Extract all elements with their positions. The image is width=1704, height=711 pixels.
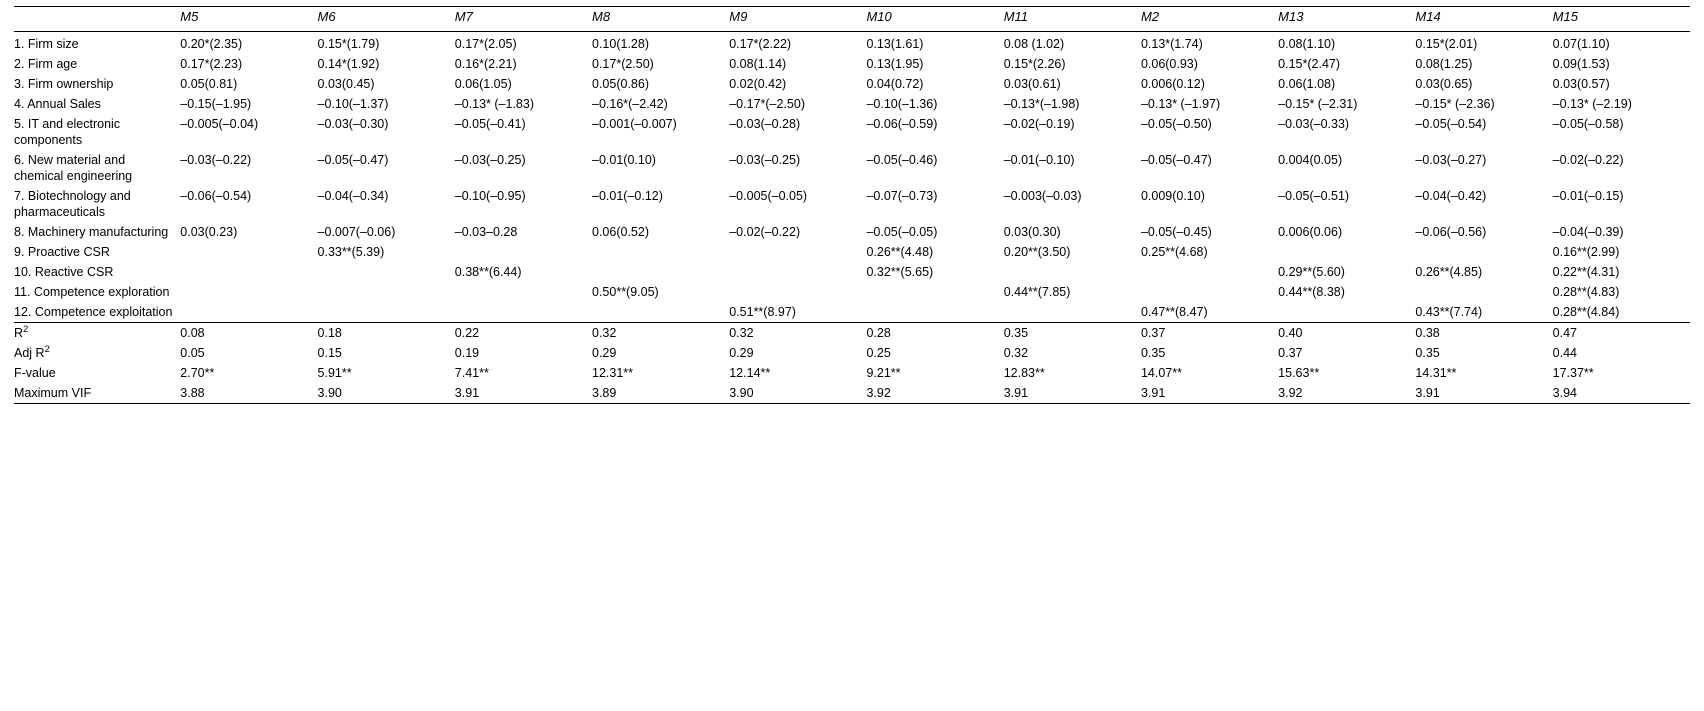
cell-proactive-csr-m2: 0.25**(4.68) (1140, 244, 1208, 259)
cell-reactive-csr-m6 (318, 262, 455, 282)
cell-firm-ownership-m6: 0.03(0.45) (317, 76, 375, 91)
cell-machinery-m13: 0.006(0.06) (1278, 224, 1343, 239)
cell-vif-m10: 3.92 (866, 383, 1003, 404)
cell-firm-size-m11: 0.08 (1.02) (1003, 36, 1065, 51)
cell-it-m10: –0.06(–0.59) (866, 116, 938, 131)
row-label-annual-sales: 4. Annual Sales (14, 96, 101, 111)
cell-firm-ownership-m11: 0.03(0.61) (1003, 76, 1061, 91)
table-row (14, 302, 1690, 323)
column-header-rowlabel (14, 7, 180, 32)
cell-r2-m6: 0.18 (318, 322, 455, 343)
row-label-proactive-csr: 9. Proactive CSR (14, 244, 110, 259)
cell-firm-ownership-m5: 0.05(0.81) (180, 76, 238, 91)
table-row (14, 74, 1690, 94)
cell-reactive-csr-m2 (1141, 262, 1278, 282)
cell-adjr2-m15: 0.44 (1552, 345, 1577, 360)
cell-biotech-m6: –0.04(–0.34) (317, 188, 389, 203)
cell-proactive-csr-m15: 0.16**(2.99) (1552, 244, 1620, 259)
cell-exploitation-m9: 0.51**(8.97) (729, 304, 796, 319)
cell-vif-m9: 3.90 (729, 383, 866, 404)
row-label-competence-exploitation: 12. Competence exploitation (14, 304, 173, 319)
cell-exploration-m7 (455, 282, 592, 302)
cell-vif-m14: 3.91 (1415, 383, 1552, 404)
cell-proactive-csr-m8 (592, 242, 729, 262)
cell-biotech-m2: 0.009(0.10) (1140, 188, 1205, 203)
table-row (14, 282, 1690, 302)
cell-annual-sales-m13: –0.15* (–2.31) (1278, 96, 1358, 111)
cell-newmat-m9: –0.03(–0.25) (729, 152, 801, 167)
cell-newmat-m14: –0.03(–0.27) (1415, 152, 1487, 167)
cell-annual-sales-m10: –0.10(–1.36) (866, 96, 938, 111)
row-label-new-material-chemical-engineering: 6. New material and chemical engineering (14, 152, 133, 183)
cell-firm-age-m14: 0.08(1.25) (1415, 56, 1473, 71)
cell-annual-sales-m14: –0.15* (–2.36) (1415, 96, 1495, 111)
cell-annual-sales-m15: –0.13* (–2.19) (1552, 96, 1632, 111)
column-header-m8: M8 (592, 7, 729, 32)
cell-annual-sales-m5: –0.15(–1.95) (180, 96, 252, 111)
cell-adjr2-m8: 0.29 (592, 345, 617, 360)
cell-it-m6: –0.03(–0.30) (317, 116, 389, 131)
cell-proactive-csr-m13 (1278, 242, 1415, 262)
cell-machinery-m7: –0.03–0.28 (454, 224, 518, 239)
table-row (14, 242, 1690, 262)
row-label-reactive-csr: 10. Reactive CSR (14, 264, 114, 279)
cell-it-m2: –0.05(–0.50) (1140, 116, 1212, 131)
cell-reactive-csr-m7: 0.38**(6.44) (454, 264, 522, 279)
cell-proactive-csr-m6: 0.33**(5.39) (317, 244, 385, 259)
cell-machinery-m11: 0.03(0.30) (1003, 224, 1061, 239)
cell-it-m7: –0.05(–0.41) (454, 116, 526, 131)
cell-exploration-m15: 0.28**(4.83) (1552, 284, 1620, 299)
column-header-m2: M2 (1141, 7, 1278, 32)
column-header-m10: M10 (866, 7, 1003, 32)
cell-r2-m14: 0.38 (1415, 322, 1552, 343)
cell-reactive-csr-m13: 0.29**(5.60) (1278, 264, 1345, 279)
cell-annual-sales-m7: –0.13* (–1.83) (454, 96, 534, 111)
cell-firm-size-m5: 0.20*(2.35) (180, 36, 243, 51)
cell-vif-m11: 3.91 (1004, 383, 1141, 404)
row-label-it-electronic-components: 5. IT and electronic components (14, 116, 121, 147)
cell-firm-age-m2: 0.06(0.93) (1140, 56, 1198, 71)
cell-machinery-m2: –0.05(–0.45) (1140, 224, 1212, 239)
cell-adjr2-m2: 0.35 (1140, 345, 1166, 360)
cell-firm-size-m7: 0.17*(2.05) (454, 36, 517, 51)
cell-reactive-csr-m8 (592, 262, 729, 282)
cell-firm-size-m10: 0.13(1.61) (866, 36, 924, 51)
table-header-row (14, 7, 1690, 32)
cell-proactive-csr-m9 (729, 242, 866, 262)
column-header-m9: M9 (729, 7, 866, 32)
table-row (14, 343, 1690, 363)
cell-exploitation-m8 (592, 302, 729, 323)
cell-exploitation-m6 (318, 302, 455, 323)
table-row (14, 363, 1690, 383)
table-row (14, 322, 1690, 343)
cell-fvalue-m9: 12.14** (729, 365, 771, 380)
cell-firm-age-m8: 0.17*(2.50) (592, 56, 654, 71)
cell-fvalue-m2: 14.07** (1140, 365, 1182, 380)
cell-exploitation-m7 (455, 302, 592, 323)
row-label-firm-ownership: 3. Firm ownership (14, 76, 114, 91)
cell-biotech-m8: –0.01(–0.12) (592, 188, 663, 203)
table-row (14, 94, 1690, 114)
column-header-m15: M15 (1553, 7, 1690, 32)
cell-firm-ownership-m10: 0.04(0.72) (866, 76, 924, 91)
cell-firm-age-m10: 0.13(1.95) (866, 56, 924, 71)
cell-fvalue-m11: 12.83** (1003, 365, 1045, 380)
cell-firm-age-m11: 0.15*(2.26) (1003, 56, 1066, 71)
cell-biotech-m7: –0.10(–0.95) (454, 188, 526, 203)
cell-vif-m2: 3.91 (1141, 383, 1278, 404)
cell-machinery-m5: 0.03(0.23) (180, 224, 238, 239)
cell-annual-sales-m8: –0.16*(–2.42) (592, 96, 668, 111)
cell-adjr2-m10: 0.25 (866, 345, 891, 360)
cell-annual-sales-m9: –0.17*(–2.50) (729, 96, 805, 111)
cell-firm-age-m9: 0.08(1.14) (729, 56, 787, 71)
cell-firm-ownership-m9: 0.02(0.42) (729, 76, 787, 91)
cell-firm-size-m6: 0.15*(1.79) (317, 36, 380, 51)
table-body (14, 31, 1690, 403)
cell-exploration-m10 (866, 282, 1003, 302)
cell-machinery-m9: –0.02(–0.22) (729, 224, 801, 239)
row-label-maximum-vif: Maximum VIF (14, 383, 180, 404)
row-label-firm-size: 1. Firm size (14, 36, 79, 51)
cell-adjr2-m6: 0.15 (317, 345, 342, 360)
cell-reactive-csr-m10: 0.32**(5.65) (866, 264, 934, 279)
cell-firm-size-m13: 0.08(1.10) (1278, 36, 1336, 51)
cell-fvalue-m10: 9.21** (866, 365, 901, 380)
cell-firm-ownership-m14: 0.03(0.65) (1415, 76, 1473, 91)
cell-it-m11: –0.02(–0.19) (1003, 116, 1075, 131)
cell-annual-sales-m11: –0.13*(–1.98) (1003, 96, 1080, 111)
cell-exploration-m13: 0.44**(8.38) (1278, 284, 1345, 299)
cell-annual-sales-m2: –0.13* (–1.97) (1140, 96, 1221, 111)
cell-newmat-m5: –0.03(–0.22) (180, 152, 252, 167)
cell-exploitation-m2: 0.47**(8.47) (1140, 304, 1208, 319)
cell-r2-m9: 0.32 (729, 322, 866, 343)
cell-vif-m13: 3.92 (1278, 383, 1415, 404)
cell-reactive-csr-m14: 0.26**(4.85) (1415, 264, 1483, 279)
cell-exploitation-m11 (1004, 302, 1141, 323)
row-label-machinery-manufacturing: 8. Machinery manufacturing (14, 224, 169, 239)
column-header-m6: M6 (318, 7, 455, 32)
row-label-competence-exploration: 11. Competence exploration (14, 284, 170, 299)
cell-machinery-m8: 0.06(0.52) (592, 224, 649, 239)
cell-biotech-m14: –0.04(–0.42) (1415, 188, 1487, 203)
table-row (14, 186, 1690, 222)
table-row (14, 383, 1690, 404)
cell-machinery-m10: –0.05(–0.05) (866, 224, 938, 239)
cell-vif-m5: 3.88 (180, 383, 317, 404)
cell-exploration-m5 (180, 282, 317, 302)
cell-r2-m5: 0.08 (180, 322, 317, 343)
cell-adjr2-m11: 0.32 (1003, 345, 1029, 360)
cell-fvalue-m8: 12.31** (592, 365, 634, 380)
cell-adjr2-m9: 0.29 (729, 345, 754, 360)
cell-firm-size-m14: 0.15*(2.01) (1415, 36, 1478, 51)
cell-exploration-m11: 0.44**(7.85) (1003, 284, 1071, 299)
table-row (14, 54, 1690, 74)
cell-r2-m8: 0.32 (592, 322, 729, 343)
cell-reactive-csr-m11 (1004, 262, 1141, 282)
cell-exploitation-m14: 0.43**(7.74) (1415, 304, 1483, 319)
cell-firm-size-m15: 0.07(1.10) (1552, 36, 1610, 51)
cell-firm-size-m8: 0.10(1.28) (592, 36, 649, 51)
cell-it-m5: –0.005(–0.04) (180, 116, 259, 131)
cell-exploration-m2 (1141, 282, 1278, 302)
cell-machinery-m15: –0.04(–0.39) (1552, 224, 1624, 239)
column-header-m13: M13 (1278, 7, 1415, 32)
cell-reactive-csr-m15: 0.22**(4.31) (1552, 264, 1620, 279)
cell-adjr2-m13: 0.37 (1278, 345, 1303, 360)
row-label-f-value: F-value (14, 365, 56, 380)
cell-proactive-csr-m7 (455, 242, 592, 262)
column-header-m5: M5 (180, 7, 317, 32)
cell-r2-m2: 0.37 (1141, 322, 1278, 343)
cell-firm-ownership-m8: 0.05(0.86) (592, 76, 649, 91)
cell-machinery-m6: –0.007(–0.06) (317, 224, 396, 239)
cell-newmat-m8: –0.01(0.10) (592, 152, 656, 167)
cell-firm-age-m13: 0.15*(2.47) (1278, 56, 1341, 71)
cell-proactive-csr-m14 (1415, 242, 1552, 262)
column-header-m7: M7 (455, 7, 592, 32)
cell-it-m8: –0.001(–0.007) (592, 116, 677, 131)
cell-firm-size-m9: 0.17*(2.22) (729, 36, 792, 51)
cell-adjr2-m5: 0.05 (180, 345, 205, 360)
cell-firm-age-m7: 0.16*(2.21) (454, 56, 517, 71)
cell-it-m13: –0.03(–0.33) (1278, 116, 1350, 131)
column-header-m11: M11 (1004, 7, 1141, 32)
cell-r2-m13: 0.40 (1278, 322, 1415, 343)
cell-newmat-m6: –0.05(–0.47) (317, 152, 389, 167)
cell-proactive-csr-m11: 0.20**(3.50) (1003, 244, 1071, 259)
cell-r2-m11: 0.35 (1004, 322, 1141, 343)
cell-proactive-csr-m10: 0.26**(4.48) (866, 244, 934, 259)
table-row (14, 262, 1690, 282)
table-row (14, 150, 1690, 186)
cell-firm-age-m6: 0.14*(1.92) (317, 56, 380, 71)
cell-exploitation-m15: 0.28**(4.84) (1552, 304, 1620, 319)
regression-results-table (14, 6, 1690, 404)
row-label-adj-r-squared: Adj $R^2$ (14, 343, 50, 360)
cell-newmat-m10: –0.05(–0.46) (866, 152, 938, 167)
cell-vif-m15: 3.94 (1553, 383, 1690, 404)
cell-biotech-m10: –0.07(–0.73) (866, 188, 938, 203)
cell-exploration-m14 (1415, 282, 1552, 302)
cell-fvalue-m13: 15.63** (1278, 365, 1320, 380)
cell-newmat-m2: –0.05(–0.47) (1140, 152, 1212, 167)
cell-reactive-csr-m5 (180, 262, 317, 282)
cell-fvalue-m14: 14.31** (1415, 365, 1457, 380)
cell-exploitation-m5 (180, 302, 317, 323)
cell-firm-age-m15: 0.09(1.53) (1552, 56, 1610, 71)
cell-machinery-m14: –0.06(–0.56) (1415, 224, 1487, 239)
table-head (14, 7, 1690, 32)
table-row (14, 114, 1690, 150)
row-label-firm-age: 2. Firm age (14, 56, 78, 71)
cell-firm-size-m2: 0.13*(1.74) (1140, 36, 1203, 51)
cell-firm-ownership-m2: 0.006(0.12) (1140, 76, 1205, 91)
cell-fvalue-m5: 2.70** (180, 365, 215, 380)
table-row (14, 222, 1690, 242)
cell-vif-m7: 3.91 (455, 383, 592, 404)
cell-biotech-m13: –0.05(–0.51) (1278, 188, 1350, 203)
table-row (14, 31, 1690, 54)
cell-fvalue-m6: 5.91** (317, 365, 352, 380)
cell-exploitation-m13 (1278, 302, 1415, 323)
cell-exploration-m9 (729, 282, 866, 302)
cell-r2-m15: 0.47 (1553, 322, 1690, 343)
cell-firm-ownership-m13: 0.06(1.08) (1278, 76, 1336, 91)
cell-firm-ownership-m15: 0.03(0.57) (1552, 76, 1610, 91)
cell-it-m14: –0.05(–0.54) (1415, 116, 1487, 131)
cell-vif-m6: 3.90 (318, 383, 455, 404)
cell-annual-sales-m6: –0.10(–1.37) (317, 96, 389, 111)
cell-newmat-m11: –0.01(–0.10) (1003, 152, 1075, 167)
cell-biotech-m15: –0.01(–0.15) (1552, 188, 1624, 203)
cell-fvalue-m15: 17.37** (1552, 365, 1594, 380)
cell-newmat-m15: –0.02(–0.22) (1552, 152, 1624, 167)
cell-firm-age-m5: 0.17*(2.23) (180, 56, 243, 71)
cell-it-m9: –0.03(–0.28) (729, 116, 801, 131)
column-header-m14: M14 (1415, 7, 1552, 32)
row-label-r-squared: $R^2$ (14, 322, 180, 343)
cell-r2-m7: 0.22 (455, 322, 592, 343)
cell-it-m15: –0.05(–0.58) (1552, 116, 1624, 131)
cell-fvalue-m7: 7.41** (454, 365, 489, 380)
cell-exploitation-m10 (866, 302, 1003, 323)
row-label-biotechnology-pharmaceuticals: 7. Biotechnology and pharmaceuticals (14, 188, 131, 219)
cell-adjr2-m7: 0.19 (454, 345, 480, 360)
cell-vif-m8: 3.89 (592, 383, 729, 404)
cell-newmat-m7: –0.03(–0.25) (454, 152, 526, 167)
cell-biotech-m11: –0.003(–0.03) (1003, 188, 1082, 203)
cell-adjr2-m14: 0.35 (1415, 345, 1440, 360)
cell-biotech-m9: –0.005(–0.05) (729, 188, 808, 203)
cell-proactive-csr-m5 (180, 242, 317, 262)
cell-exploration-m8: 0.50**(9.05) (592, 284, 659, 299)
cell-firm-ownership-m7: 0.06(1.05) (454, 76, 512, 91)
cell-exploration-m6 (318, 282, 455, 302)
cell-newmat-m13: 0.004(0.05) (1278, 152, 1343, 167)
cell-biotech-m5: –0.06(–0.54) (180, 188, 252, 203)
cell-r2-m10: 0.28 (866, 322, 1003, 343)
cell-reactive-csr-m9 (729, 262, 866, 282)
